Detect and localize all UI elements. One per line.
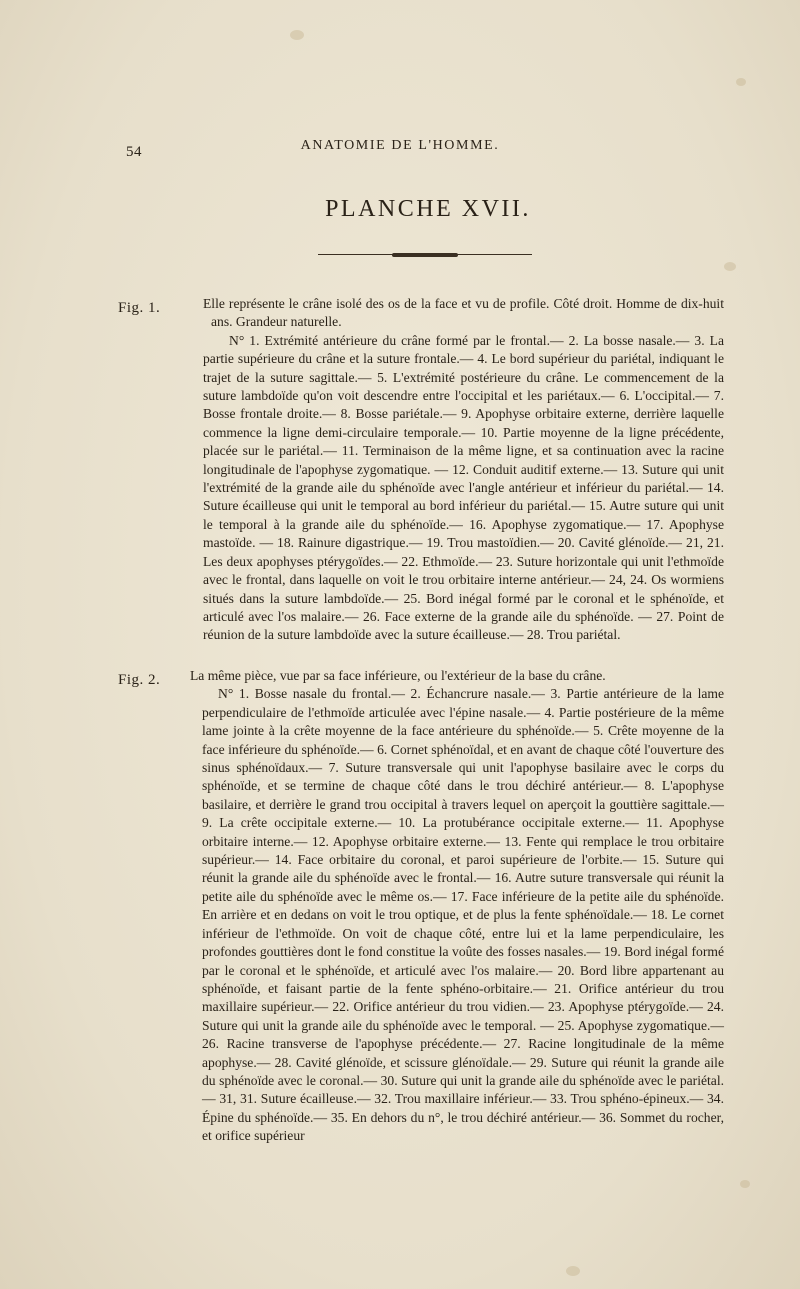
ornamental-rule (318, 252, 532, 258)
page-number: 54 (126, 144, 142, 160)
foxing-spot (290, 30, 304, 40)
figure-2-legend: N° 1. Bosse nasale du frontal.— 2. Échancrure nasale.— 3. Partie antérieure de la lame perpendiculaire de l'ethmoïde articulée avec l'épine nasale.— 4. Partie postérieure de la même lame jointe à la crête moyenne de la face antérieure du sphénoïde.— 5. Crête moyenne de la face inférieure du sphénoïde.— 6. Cornet sphénoïdal, et en avant de chaque côté l'ouverture des sinus sphénoïdaux.— 7. Suture transversale qui unit l'apophyse basilaire avec le corps du sphénoïde, et se termine de chaque côté dans le trou déchiré antérieur.— 8. L'apophyse basilaire, et derrière le grand trou occipital à travers lequel on aperçoit la gouttière sagittale.— 9. La crête occipitale externe.— 10. La protubérance occipitale externe.— 11. Apophyse orbitaire interne.— 12. Apophyse orbitaire externe.— 13. Fente qui remplace le trou orbitaire supérieur.— 14. Face orbitaire du coronal, et paroi supérieure de l'orbite.— 15. Suture qui réunit la grande aile du sphénoïde avec le frontal.— 16. Autre suture transversale qui réunit la petite aile du sphénoïde avec le même os.— 17. Face inférieure de la petite aile du sphénoïde. En arrière et en dedans on voit le trou optique, et de plus la fente sphénoïdale.— 18. Le cornet inférieur de l'ethmoïde. On voit de chaque côté, entre lui et la lame perpendiculaire, les profondes gouttières dont le fond constitue la voûte des fosses nasales.— 19. Bord inégal formé par le coronal et le sphénoïde, et articulé avec l'os malaire.— 20. Bord libre appartenant au sphénoïde, et faisant partie de la fente sphéno-orbitaire.— 21. Orifice antérieur du trou maxillaire supérieur.— 22. Orifice antérieur du trou vidien.— 23. Apophyse ptérygoïde.— 24. Suture qui unit la grande aile du sphénoïde avec le temporal. — 25. Apophyse zygomatique.— 26. Racine transverse de l'apophyse précédente.— 27. Racine longitudinale de la même apophyse.— 28. Cavité glénoïde, et scissure glénoïdale.— 29. Suture qui réunit la grande aile du sphénoïde avec le coronal.— 30. Suture qui unit la grande aile du sphénoïde avec le pariétal.— 31, 31. Suture écailleuse.— 32. Trou maxillaire inférieur.— 33. Trou sphéno-épineux.— 34. Épine du sphénoïde.— 35. En dehors du n°, le trou déchiré antérieur.— 36. Sommet du rocher, et orifice supérieur (202, 686, 724, 1144)
foxing-spot (736, 78, 746, 86)
running-title: ANATOMIE DE L'HOMME. (300, 138, 500, 153)
rule-swell (392, 253, 458, 257)
plate-title: PLANCHE XVII. (325, 196, 531, 222)
figure-label-2: Fig. 2. (118, 672, 161, 688)
foxing-spot (566, 1266, 580, 1276)
figure-1-description (203, 295, 724, 645)
figure-2-lead: La même pièce, vue par sa face inférieure, ou l'extérieur de la base du crâne. (190, 668, 606, 683)
figure-2-description (190, 667, 724, 1146)
figure-label-1: Fig. 1. (118, 300, 161, 316)
figure-1-legend: N° 1. Extrémité antérieure du crâne formé par le frontal.— 2. La bosse nasale.— 3. La partie supérieure du crâne et la suture frontale.— 4. Le bord supérieur du pariétal, indiquant le trajet de la suture sagittale.— 5. L'extrémité postérieure du crâne. Le commencement de la suture lambdoïde qu'on voit descendre entre l'occipital et les pariétaux.— 6. L'occipital.— 7. Bosse frontale droite.— 8. Bosse pariétale.— 9. Apophyse orbitaire externe, derrière laquelle commence la ligne demi-circulaire temporale.— 10. Partie moyenne de la ligne précédente, placée sur le pariétal.— 11. Terminaison de la même ligne, et sa continuation avec la racine longitudinale de l'apophyse zygomatique. — 12. Conduit auditif externe.— 13. Suture qui unit l'extrémité de la grande aile du sphénoïde avec l'angle antérieur et inférieur du pariétal.— 14. Suture écailleuse qui unit le temporal au bord inférieur du pariétal.— 15. Autre suture qui unit le temporal à la grande aile du sphénoïde.— 16. Apophyse zygomatique.— 17. Apophyse mastoïde. — 18. Rainure digastrique.— 19. Trou mastoïdien.— 20. Cavité glénoïde.— 21, 21. Les deux apophyses ptérygoïdes.— 22. Ethmoïde.— 23. Suture horizontale qui unit l'ethmoïde avec le frontal, dans laquelle on voit le trou orbitaire interne antérieur.— 24, 24. Os wormiens situés dans la suture lambdoïde.— 25. Bord inégal formé par le coronal et le sphénoïde, et articulé avec l'os malaire.— 26. Face externe de la grande aile du sphénoïde. — 27. Point de réunion de la suture lambdoïde avec la suture écailleuse.— 28. Trou pariétal. (203, 332, 724, 643)
foxing-spot (724, 262, 736, 271)
foxing-spot (740, 1180, 750, 1188)
figure-1-lead: Elle représente le crâne isolé des os de la face et vu de profile. Côté droit. Homme de dix-huit ans. Grandeur naturelle. (203, 296, 724, 330)
